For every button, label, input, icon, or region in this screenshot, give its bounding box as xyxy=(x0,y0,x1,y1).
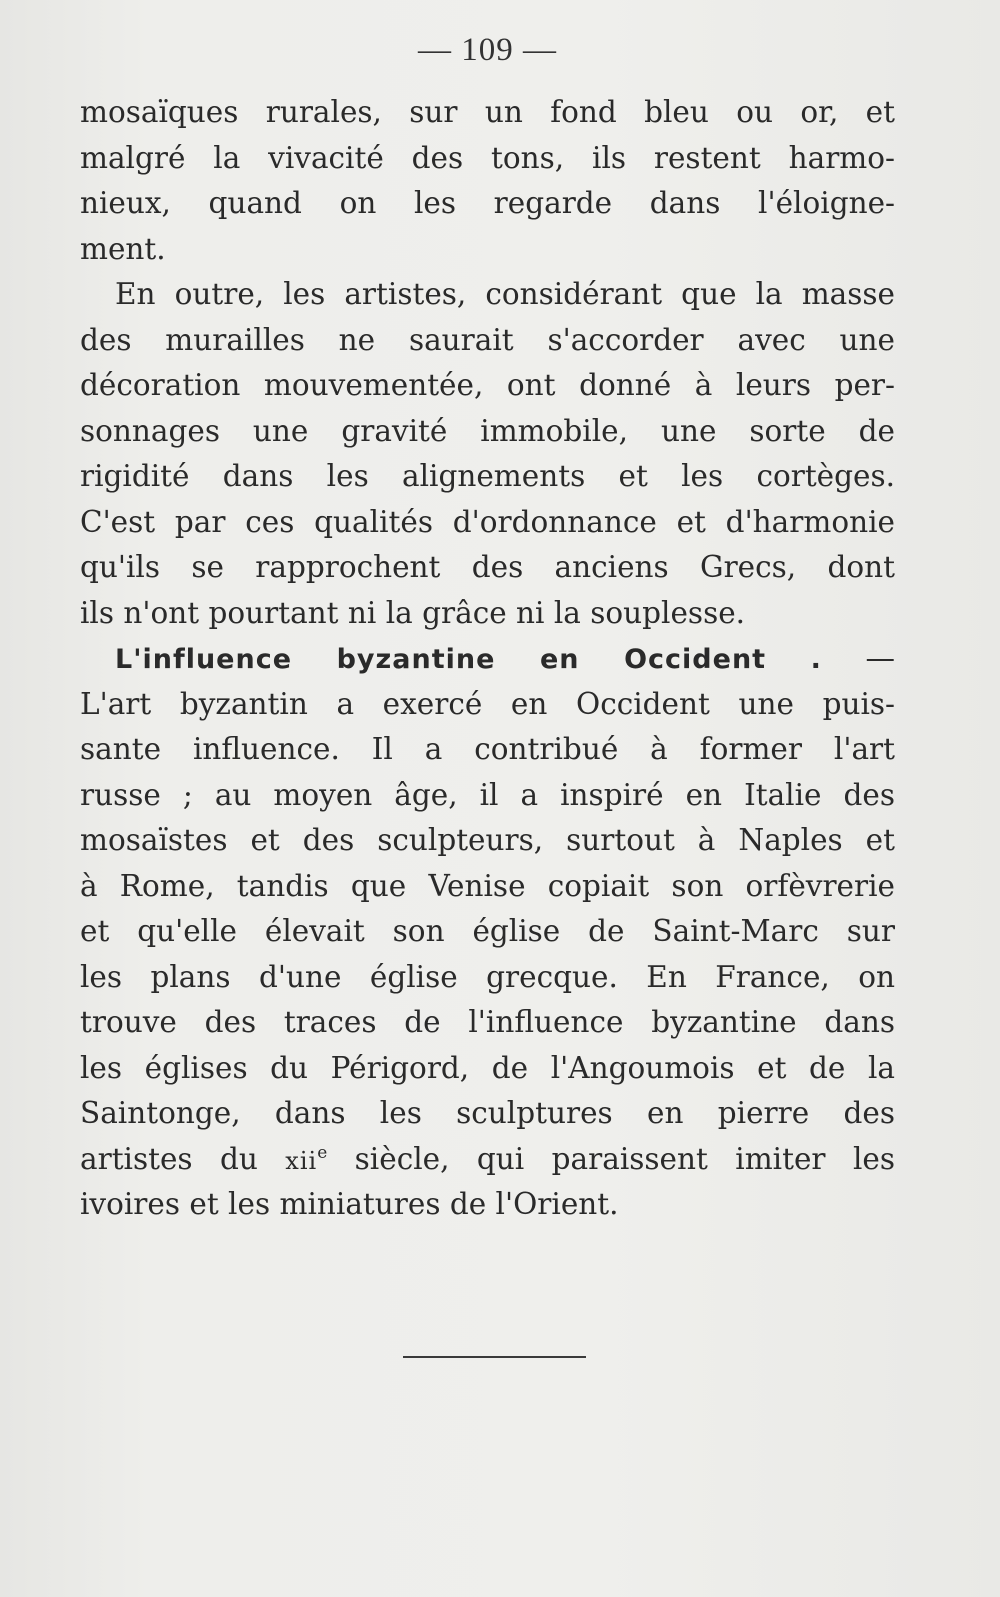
text-line: Saintonge, dans les sculptures en pierre des xyxy=(80,1096,895,1130)
text-line: les églises du Périgord, de l'Angoumois et de la xyxy=(80,1050,895,1085)
page-number: — 109 — xyxy=(418,32,557,68)
text-line: L'art byzantin a exercé en Occident une puis- xyxy=(80,686,895,721)
century-after: siècle, qui paraissent imiter les xyxy=(327,1141,895,1176)
text-line: à Rome, tandis que Venise copiait son orfèvrerie xyxy=(80,868,895,903)
text-line: C'est par ces qualités d'ordonnance et d'harmonie xyxy=(80,504,895,539)
section-heading-line xyxy=(80,636,895,682)
text-line: sante influence. Il a contribué à former l'art xyxy=(80,732,895,766)
century-superscript: e xyxy=(317,1142,328,1163)
text-line: mosaïstes et des sculpteurs, surtout à Naples et xyxy=(80,823,895,857)
text-line: rigidité dans les alignements et les cortèges. xyxy=(80,459,895,493)
text-line: trouve des traces de l'influence byzantine dans xyxy=(80,1005,895,1039)
century-numeral: xii xyxy=(285,1146,318,1175)
text-line: En outre, les artistes, considérant que la masse xyxy=(115,277,895,311)
body-text xyxy=(80,90,895,1228)
text-line: nieux, quand on les regarde dans l'éloigne- xyxy=(80,186,895,220)
text-line: ivoires et les miniatures de l'Orient. xyxy=(80,1187,619,1221)
century-before: artistes du xyxy=(80,1141,286,1176)
text-line: malgré la vivacité des tons, ils restent harmo- xyxy=(80,140,895,175)
text-line: des murailles ne saurait s'accorder avec une xyxy=(80,322,895,357)
text-line: les plans d'une église grecque. En France, on xyxy=(80,959,895,994)
end-of-chapter-rule xyxy=(403,1356,586,1358)
text-line: qu'ils se rapprochent des anciens Grecs, dont xyxy=(80,550,895,584)
text-line: russe ; au moyen âge, il a inspiré en Italie des xyxy=(80,777,895,812)
text-line: décoration mouvementée, ont donné à leurs per- xyxy=(80,368,895,402)
text-line: et qu'elle élevait son église de Saint-Marc sur xyxy=(80,914,895,948)
text-line: sonnages une gravité immobile, une sorte de xyxy=(80,413,895,448)
heading-dash: — xyxy=(865,641,895,675)
text-line: mosaïques rurales, sur un fond bleu ou or, et xyxy=(80,95,895,129)
section-heading: L'influence byzantine en Occident . xyxy=(115,644,822,675)
century-text-line xyxy=(80,1137,895,1183)
text-line: ment. xyxy=(80,231,166,266)
text-line: ils n'ont pourtant ni la grâce ni la souplesse. xyxy=(80,595,746,630)
